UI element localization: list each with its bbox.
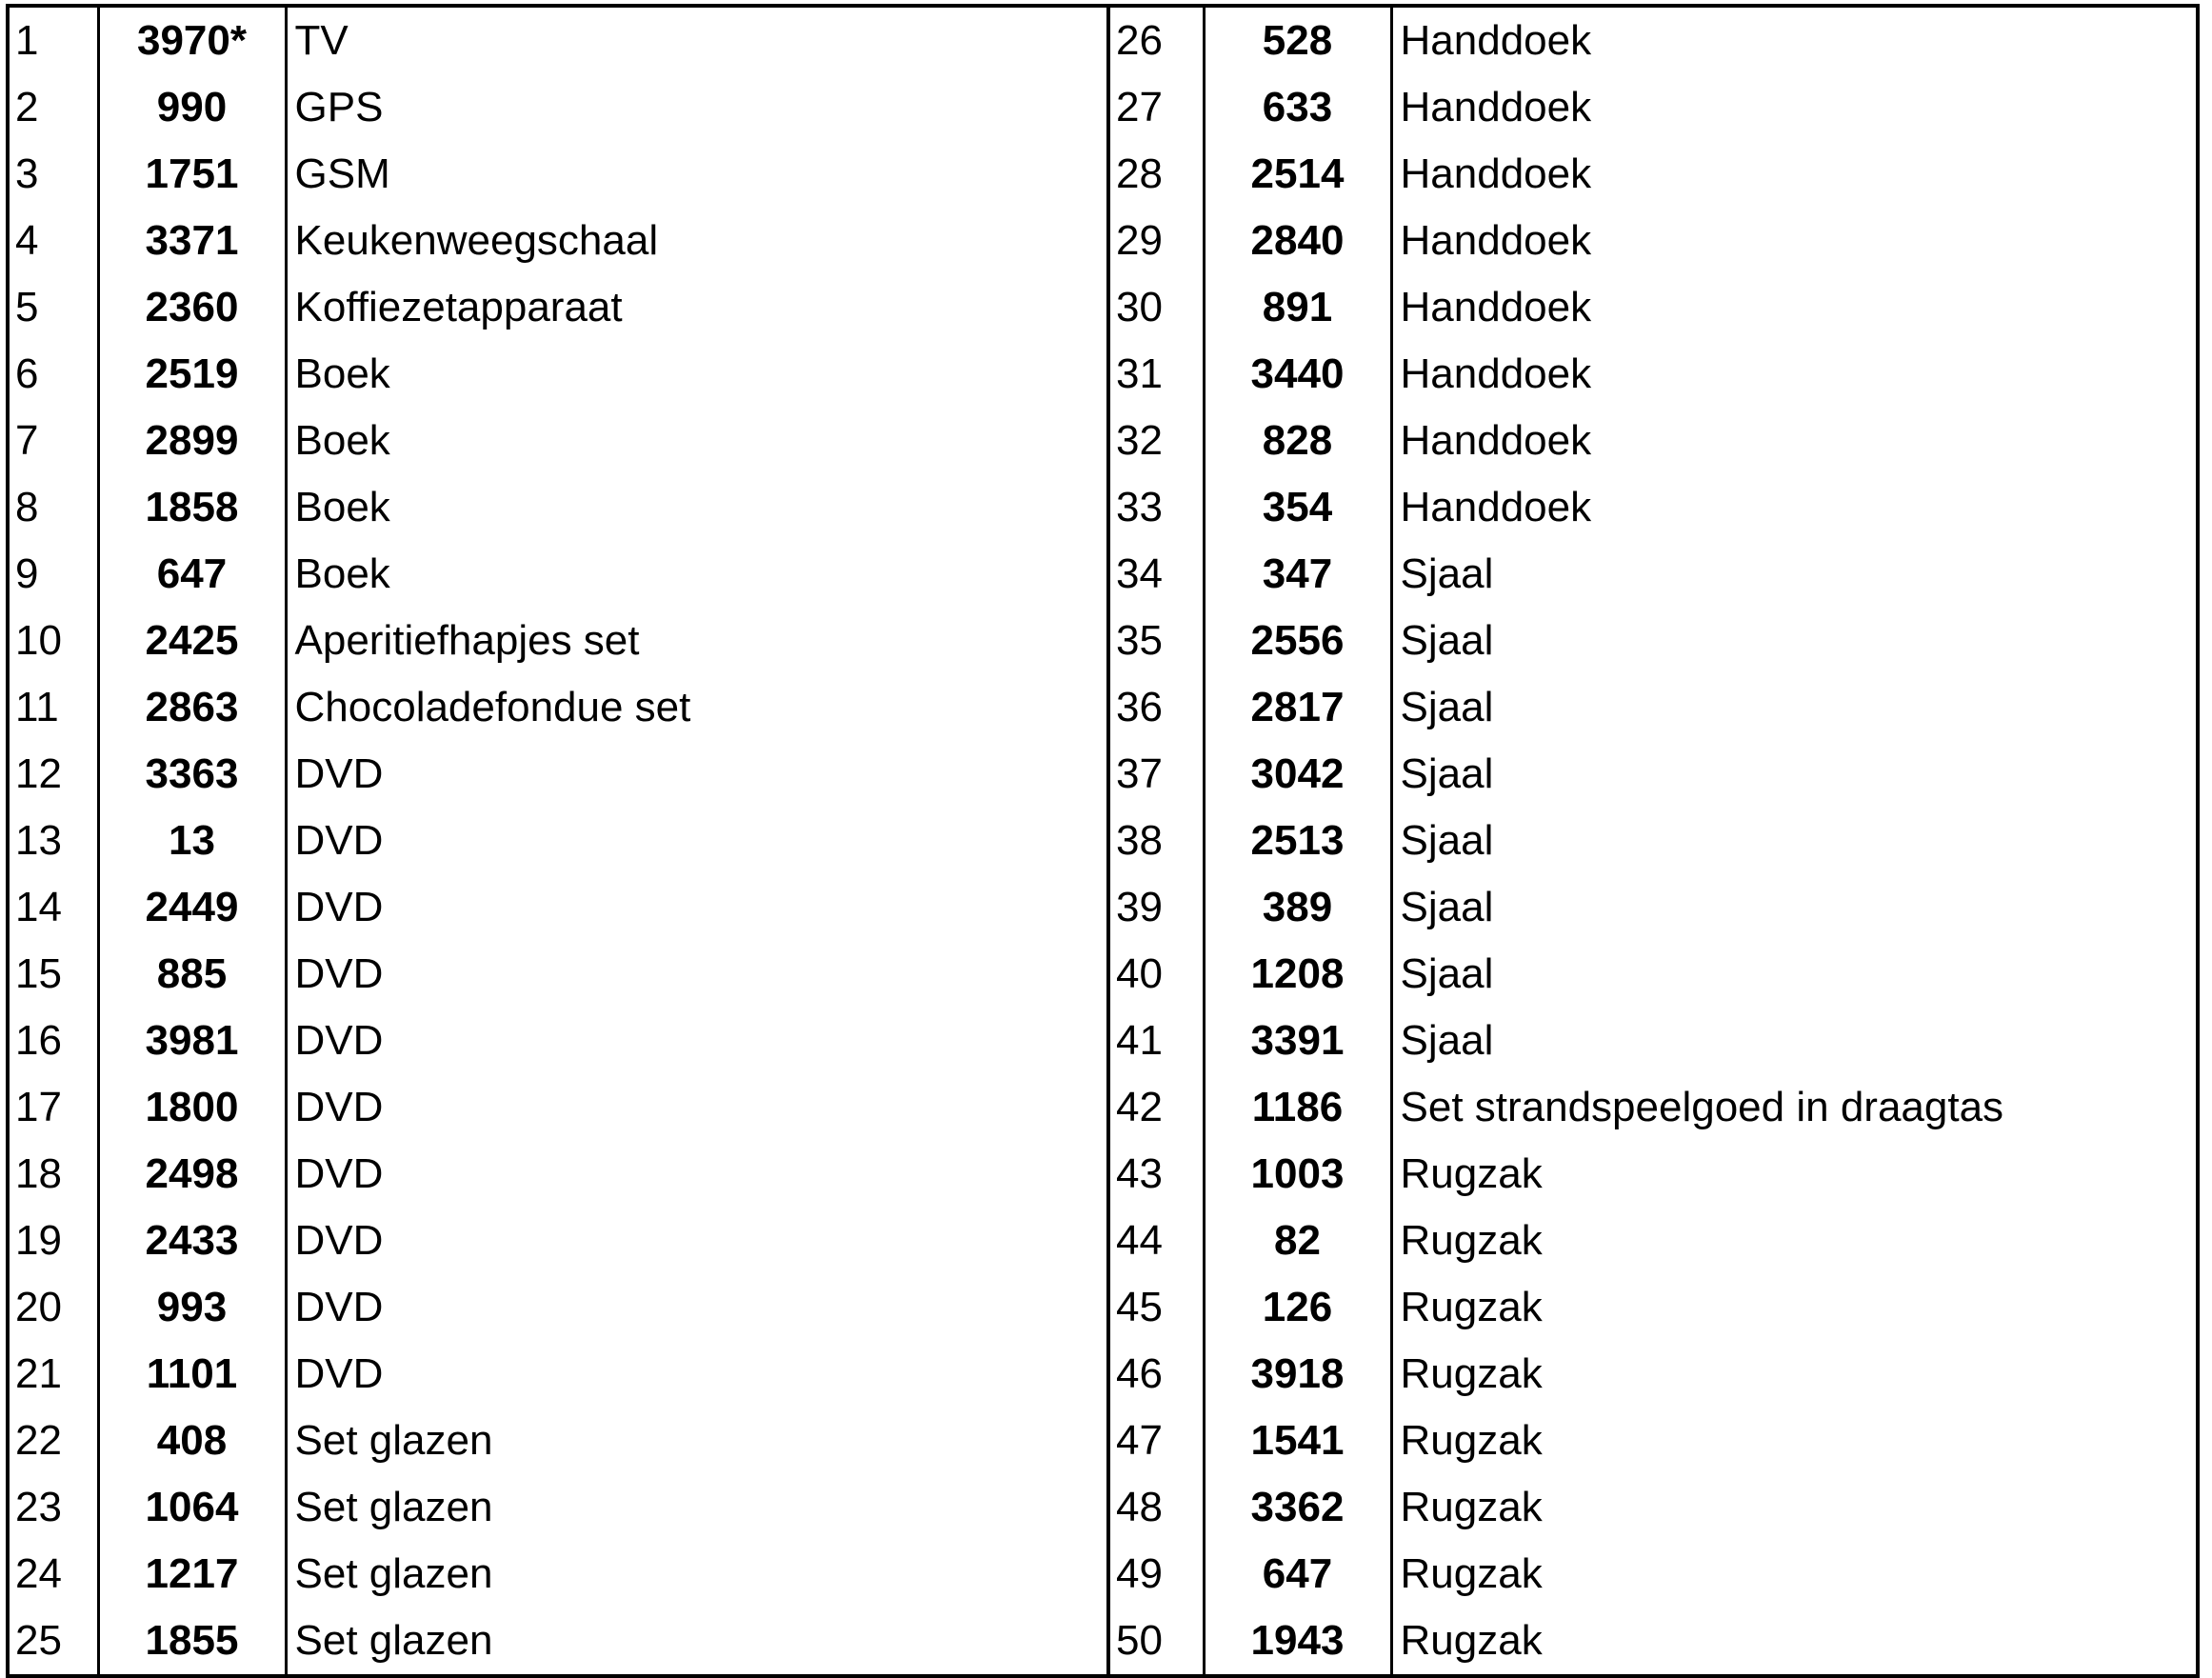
ticket-number: 1858 [98,474,286,541]
ticket-number: 2899 [98,408,286,474]
ticket-number: 891 [1204,274,1391,341]
row-index: 1 [15,17,39,64]
row-index: 23 [15,1484,62,1530]
row-index: 44 [1108,1208,1204,1274]
row-index: 28 [1108,141,1204,208]
table-row [8,74,2198,141]
row-index: 39 [1108,874,1204,941]
ticket-number: 1800 [98,1074,286,1141]
prize-name: Sjaal [1391,541,2198,608]
row-index: 42 [1108,1074,1204,1141]
ticket-number: 2863 [98,674,286,741]
ticket-number: 13 [98,808,286,874]
row-index: 7 [15,417,39,464]
ticket-number: 389 [1204,874,1391,941]
row-index: 12 [15,750,62,797]
ticket-number: 3918 [1204,1341,1391,1408]
table-row [8,1474,2198,1541]
table-row [8,941,2198,1008]
row-index: 50 [1108,1608,1204,1676]
ticket-number: 82 [1204,1208,1391,1274]
table-row [8,1208,2198,1274]
row-index: 25 [15,1617,62,1664]
prize-name: Handdoek [1391,208,2198,274]
ticket-number: 828 [1204,408,1391,474]
ticket-number: 3981 [98,1008,286,1074]
row-index: 47 [1108,1408,1204,1474]
row-index: 17 [15,1084,62,1130]
prize-name: DVD [286,1208,1108,1274]
ticket-number: 2514 [1204,141,1391,208]
ticket-number: 885 [98,941,286,1008]
prize-name: Sjaal [1391,808,2198,874]
prize-name: Boek [286,541,1108,608]
row-index: 37 [1108,741,1204,808]
table-row [8,1541,2198,1608]
ticket-number: 1101 [98,1341,286,1408]
prize-name: Sjaal [1391,941,2198,1008]
prize-name: DVD [286,808,1108,874]
row-index: 27 [1108,74,1204,141]
prize-name: Rugzak [1391,1341,2198,1408]
row-index: 45 [1108,1274,1204,1341]
prize-name: Set glazen [286,1541,1108,1608]
table-row [8,874,2198,941]
prize-name: DVD [286,1341,1108,1408]
prize-name: Keukenweegschaal [286,208,1108,274]
ticket-number: 647 [98,541,286,608]
ticket-number: 3363 [98,741,286,808]
row-index: 24 [15,1550,62,1597]
prize-name: DVD [286,1008,1108,1074]
table-body [8,6,2198,1676]
ticket-number: 2449 [98,874,286,941]
ticket-number: 647 [1204,1541,1391,1608]
prize-name: Rugzak [1391,1474,2198,1541]
prize-name: Handdoek [1391,474,2198,541]
prize-name: Handdoek [1391,274,2198,341]
prize-name: GPS [286,74,1108,141]
ticket-number: 2425 [98,608,286,674]
prize-name: TV [286,6,1108,74]
prize-name: DVD [286,1274,1108,1341]
ticket-number: 126 [1204,1274,1391,1341]
table-row [8,674,2198,741]
prize-name: DVD [286,1141,1108,1208]
prize-name: Rugzak [1391,1141,2198,1208]
prize-name: DVD [286,1074,1108,1141]
row-index: 10 [15,617,62,664]
row-index: 48 [1108,1474,1204,1541]
row-index: 49 [1108,1541,1204,1608]
row-index: 14 [15,884,62,930]
ticket-number: 3362 [1204,1474,1391,1541]
prize-name: Set strandspeelgoed in draagtas [1391,1074,2198,1141]
ticket-number: 993 [98,1274,286,1341]
row-index: 5 [15,284,39,330]
row-index: 21 [15,1350,62,1397]
table-row [8,141,2198,208]
prize-name: Rugzak [1391,1408,2198,1474]
ticket-number: 3970* [98,6,286,74]
ticket-number: 1541 [1204,1408,1391,1474]
ticket-number: 2433 [98,1208,286,1274]
ticket-number: 3391 [1204,1008,1391,1074]
ticket-number: 2513 [1204,808,1391,874]
table-row [8,208,2198,274]
table-row [8,1074,2198,1141]
prize-name: Sjaal [1391,608,2198,674]
table-row [8,474,2198,541]
ticket-number: 3440 [1204,341,1391,408]
row-index: 9 [15,550,39,597]
prize-name: DVD [286,874,1108,941]
prize-name: Rugzak [1391,1208,2198,1274]
ticket-number: 2360 [98,274,286,341]
table-row [8,808,2198,874]
row-index: 6 [15,350,39,397]
row-index: 4 [15,217,39,264]
ticket-number: 1855 [98,1608,286,1676]
prize-name: Sjaal [1391,1008,2198,1074]
ticket-number: 1217 [98,1541,286,1608]
row-index: 36 [1108,674,1204,741]
row-index: 19 [15,1217,62,1264]
row-index: 2 [15,84,39,130]
prize-name: Rugzak [1391,1274,2198,1341]
ticket-number: 3042 [1204,741,1391,808]
row-index: 26 [1108,6,1204,74]
row-index: 11 [15,684,59,730]
row-index: 40 [1108,941,1204,1008]
prize-name: Handdoek [1391,341,2198,408]
table-row [8,741,2198,808]
row-index: 32 [1108,408,1204,474]
ticket-number: 633 [1204,74,1391,141]
row-index: 33 [1108,474,1204,541]
ticket-number: 1064 [98,1474,286,1541]
prize-table [6,4,2200,1678]
table-row [8,6,2198,74]
row-index: 16 [15,1017,62,1064]
prize-name: GSM [286,141,1108,208]
prize-name: Set glazen [286,1474,1108,1541]
prize-name: DVD [286,741,1108,808]
table-row [8,1408,2198,1474]
ticket-number: 1751 [98,141,286,208]
table-row [8,608,2198,674]
row-index: 15 [15,950,62,997]
ticket-number: 1003 [1204,1141,1391,1208]
row-index: 38 [1108,808,1204,874]
ticket-number: 1208 [1204,941,1391,1008]
row-index: 41 [1108,1008,1204,1074]
prize-name: Boek [286,474,1108,541]
row-index: 13 [15,817,62,864]
row-index: 18 [15,1150,62,1197]
row-index: 35 [1108,608,1204,674]
row-index: 31 [1108,341,1204,408]
ticket-number: 1186 [1204,1074,1391,1141]
prize-name: Sjaal [1391,674,2198,741]
row-index: 46 [1108,1341,1204,1408]
ticket-number: 2556 [1204,608,1391,674]
ticket-number: 347 [1204,541,1391,608]
table-row [8,1141,2198,1208]
table-row [8,1008,2198,1074]
prize-name: Boek [286,341,1108,408]
prize-name: Chocoladefondue set [286,674,1108,741]
prize-name: Koffiezetapparaat [286,274,1108,341]
prize-name: Set glazen [286,1608,1108,1676]
prize-name: Handdoek [1391,6,2198,74]
prize-name: Rugzak [1391,1541,2198,1608]
ticket-number: 2817 [1204,674,1391,741]
table-row [8,1341,2198,1408]
ticket-number: 3371 [98,208,286,274]
ticket-number: 528 [1204,6,1391,74]
row-index: 22 [15,1417,62,1464]
ticket-number: 2498 [98,1141,286,1208]
ticket-number: 990 [98,74,286,141]
table-row [8,408,2198,474]
table-row [8,341,2198,408]
table-row [8,1608,2198,1676]
ticket-number: 408 [98,1408,286,1474]
row-index: 34 [1108,541,1204,608]
prize-name: Rugzak [1391,1608,2198,1676]
ticket-number: 2519 [98,341,286,408]
ticket-number: 1943 [1204,1608,1391,1676]
row-index: 29 [1108,208,1204,274]
row-index: 30 [1108,274,1204,341]
prize-name: Sjaal [1391,874,2198,941]
table-row [8,1274,2198,1341]
prize-name: Handdoek [1391,408,2198,474]
row-index: 8 [15,484,39,530]
prize-name: Boek [286,408,1108,474]
row-index: 3 [15,150,39,197]
prize-name: Handdoek [1391,141,2198,208]
table-row [8,541,2198,608]
prize-name: Sjaal [1391,741,2198,808]
prize-name: Aperitiefhapjes set [286,608,1108,674]
prize-name: Handdoek [1391,74,2198,141]
row-index: 20 [15,1284,62,1330]
ticket-number: 354 [1204,474,1391,541]
table-row [8,274,2198,341]
prize-name: Set glazen [286,1408,1108,1474]
prize-name: DVD [286,941,1108,1008]
row-index: 43 [1108,1141,1204,1208]
ticket-number: 2840 [1204,208,1391,274]
